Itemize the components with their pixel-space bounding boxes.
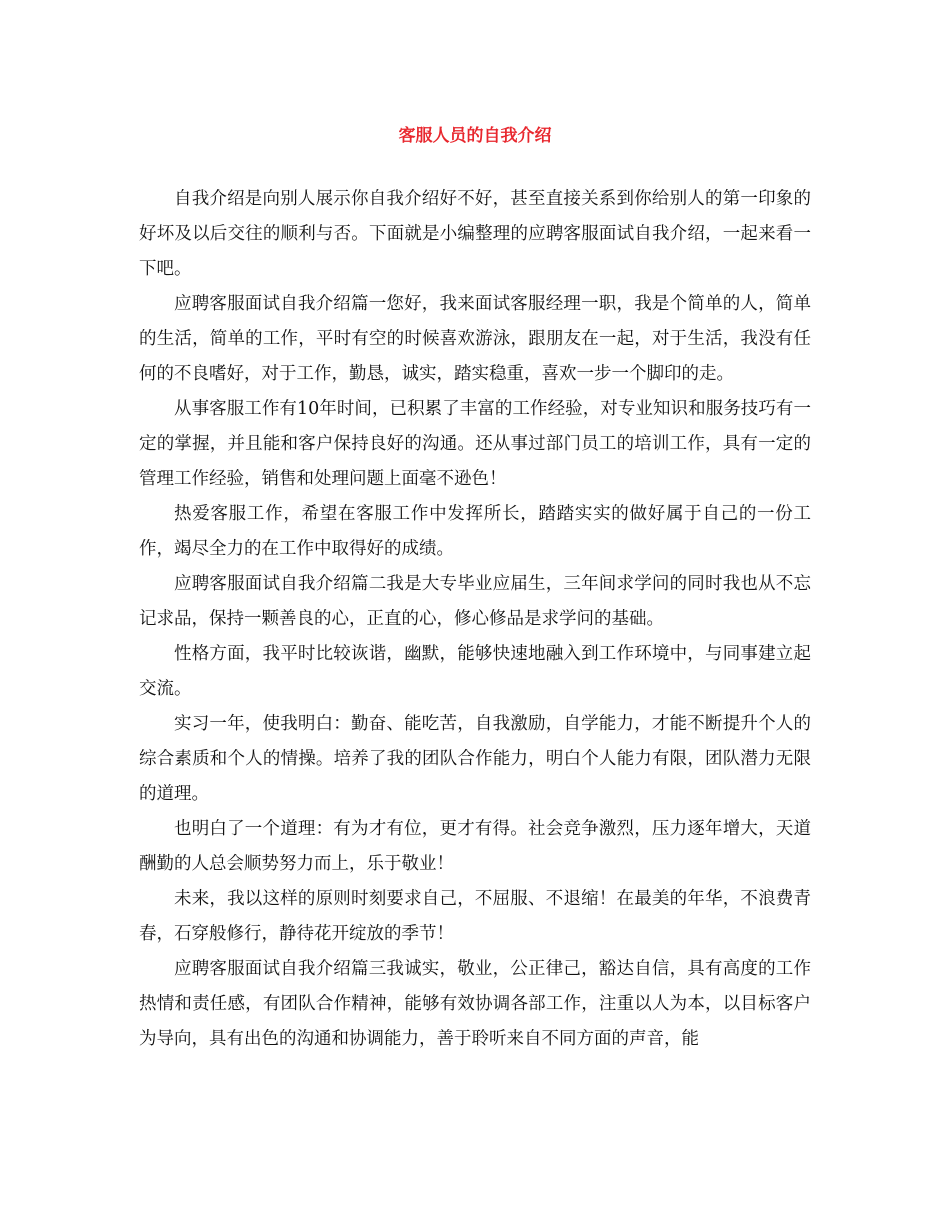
paragraph: 热爱客服工作，希望在客服工作中发挥所长，踏踏实实的做好属于自己的一份工作，竭尽全力的在工作中取得好的成绩。 xyxy=(139,504,811,559)
paragraph: 实习一年，使我明白：勤奋、能吃苦，自我激励，自学能力，才能不断提升个人的综合素质和个人的情操。培养了我的团队合作能力，明白个人能力有限，团队潜力无限的道理。 xyxy=(139,714,811,804)
paragraph: 也明白了一个道理：有为才有位，更才有得。社会竞争激烈，压力逐年增大，天道酬勤的人总会顺势努力而上，乐于敬业！ xyxy=(139,819,811,874)
paragraph: 自我介绍是向别人展示你自我介绍好不好，甚至直接关系到你给别人的第一印象的好坏及以后交往的顺利与否。下面就是小编整理的应聘客服面试自我介绍，一起来看一下吧。 xyxy=(139,189,811,279)
paragraph: 应聘客服面试自我介绍篇一您好，我来面试客服经理一职，我是个简单的人，简单的生活，简单的工作，平时有空的时候喜欢游泳，跟朋友在一起，对于生活，我没有任何的不良嗜好，对于工作，勤恳，诚实，踏实稳重，喜欢一步一个脚印的走。 xyxy=(139,294,811,384)
paragraph: 从事客服工作有10年时间，已积累了丰富的工作经验，对专业知识和服务技巧有一定的掌握，并且能和客户保持良好的沟通。还从事过部门员工的培训工作，具有一定的管理工作经验，销售和处理问题上面毫不逊色！ xyxy=(139,399,811,489)
paragraph: 应聘客服面试自我介绍篇三我诚实，敬业，公正律己，豁达自信，具有高度的工作热情和责任感，有团队合作精神，能够有效协调各部工作，注重以人为本，以目标客户为导向，具有出色的沟通和协调能力，善于聆听来自不同方面的声音，能 xyxy=(139,959,811,1049)
paragraph: 应聘客服面试自我介绍篇二我是大专毕业应届生，三年间求学问的同时我也从不忘记求品，保持一颗善良的心，正直的心，修心修品是求学问的基础。 xyxy=(139,574,811,629)
document-body xyxy=(139,182,811,1057)
paragraph: 性格方面，我平时比较诙谐，幽默，能够快速地融入到工作环境中，与同事建立起交流。 xyxy=(139,644,811,699)
document-title: 客服人员的自我介绍 xyxy=(398,126,552,146)
paragraph: 未来，我以这样的原则时刻要求自己，不屈服、不退缩！在最美的年华，不浪费青春，石穿般修行，静待花开绽放的季节！ xyxy=(139,889,811,944)
